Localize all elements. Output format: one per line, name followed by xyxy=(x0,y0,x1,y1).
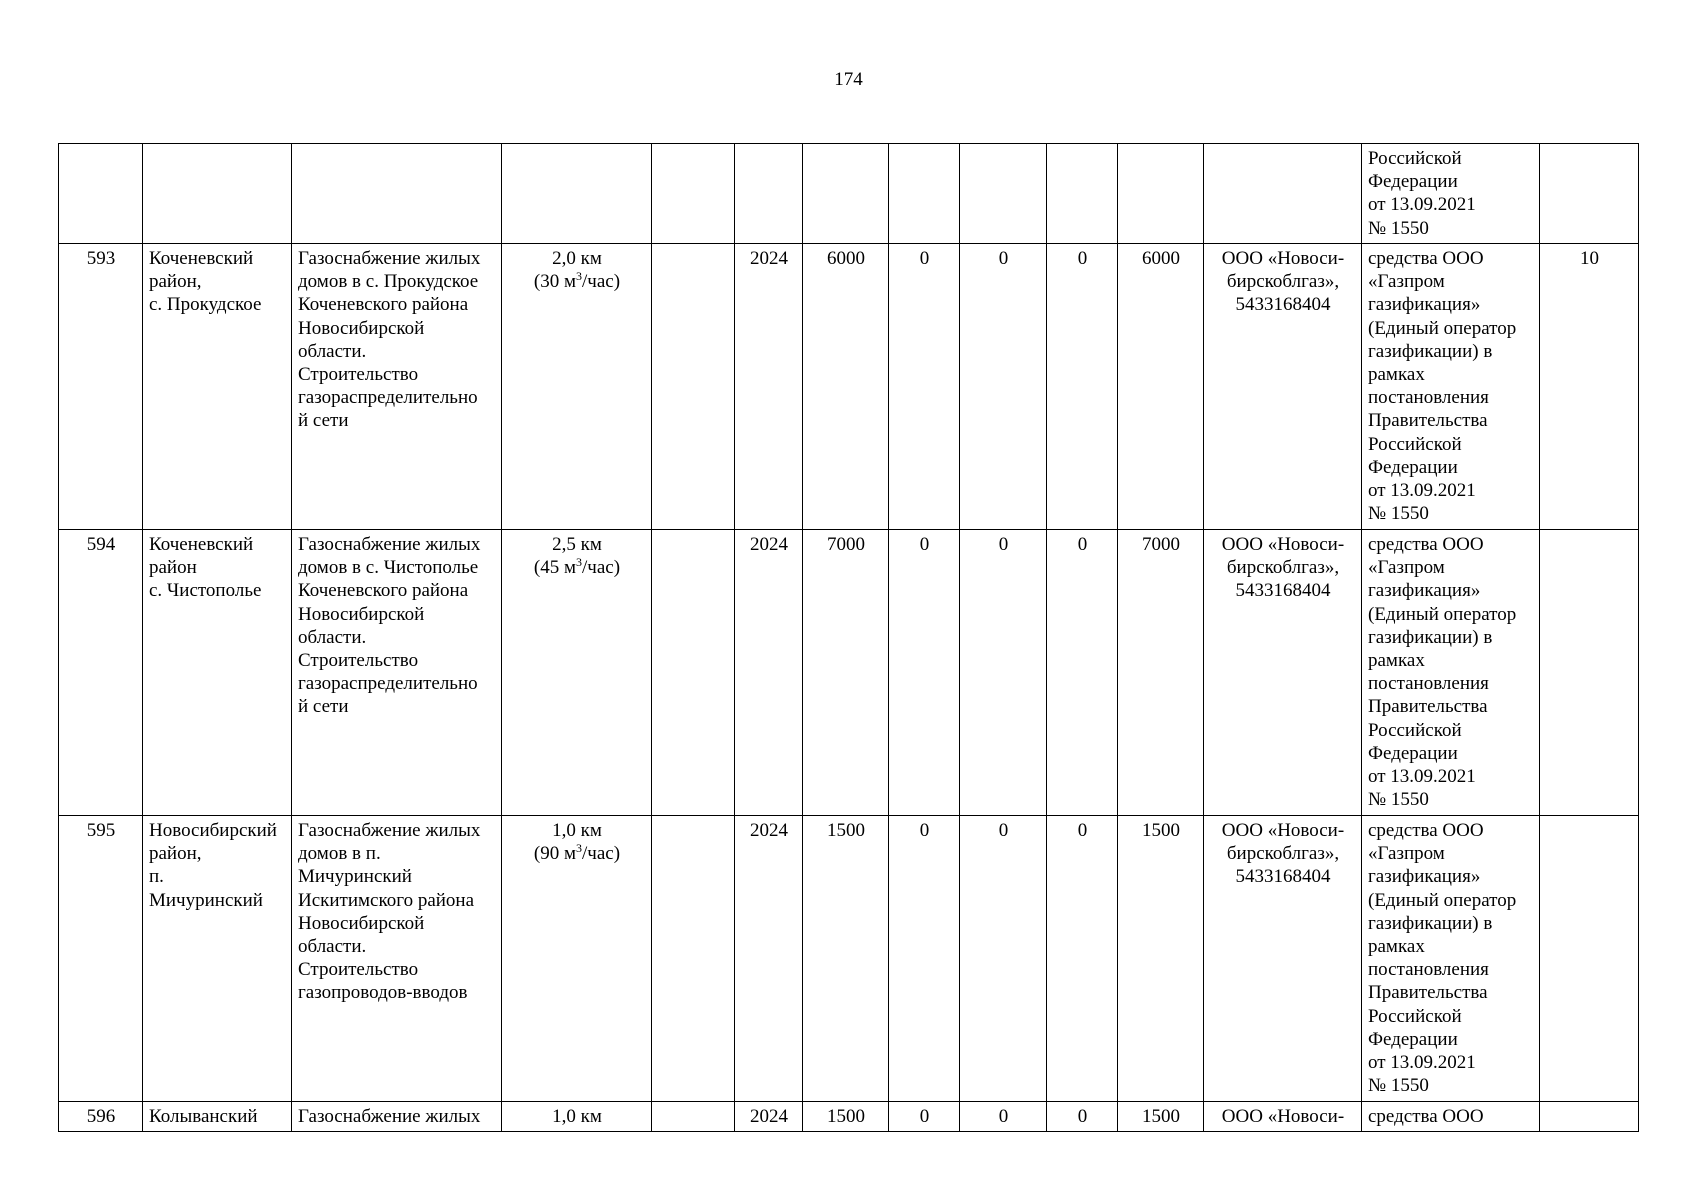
cell-total: 1500 xyxy=(803,816,889,1102)
cell-last: 10 xyxy=(1540,244,1639,530)
cell-location: Новосибирский район, п. Мичуринский xyxy=(143,816,292,1102)
cell-last xyxy=(1540,816,1639,1102)
cell-capacity xyxy=(502,144,652,244)
cell-v2 xyxy=(960,144,1047,244)
page-number: 174 xyxy=(834,69,863,90)
cell-v3: 0 xyxy=(1047,530,1118,816)
cell-year: 2024 xyxy=(735,816,803,1102)
cell-year: 2024 xyxy=(735,530,803,816)
cell-total: 6000 xyxy=(803,244,889,530)
table-row xyxy=(59,244,1639,530)
cell-v4 xyxy=(1118,144,1204,244)
capacity-length: 2,5 км xyxy=(552,534,602,555)
cell-total xyxy=(803,144,889,244)
table-row xyxy=(59,530,1639,816)
cell-org: ООО «Новоси- бирскоблгаз», 5433168404 xyxy=(1204,816,1362,1102)
cell-location xyxy=(143,144,292,244)
cell-v1: 0 xyxy=(889,1102,960,1132)
cell-v2: 0 xyxy=(960,530,1047,816)
table-row-continuation xyxy=(59,144,1639,244)
cell-v4: 6000 xyxy=(1118,244,1204,530)
cell-capacity xyxy=(502,530,652,816)
cell-v3 xyxy=(1047,144,1118,244)
cell-v1: 0 xyxy=(889,244,960,530)
cell-last xyxy=(1540,530,1639,816)
cell-year: 2024 xyxy=(735,1102,803,1132)
cell-v3: 0 xyxy=(1047,816,1118,1102)
cell-total: 1500 xyxy=(803,1102,889,1132)
cell-v2: 0 xyxy=(960,244,1047,530)
cell-total: 7000 xyxy=(803,530,889,816)
cell-year: 2024 xyxy=(735,244,803,530)
capacity-length: 2,0 км xyxy=(552,248,602,269)
cell-v4: 1500 xyxy=(1118,816,1204,1102)
cell-num xyxy=(59,144,143,244)
cell-location: Коченевский район с. Чистополье xyxy=(143,530,292,816)
cell-v3: 0 xyxy=(1047,1102,1118,1132)
cell-object xyxy=(292,144,502,244)
cell-last xyxy=(1540,1102,1639,1132)
cell-v1: 0 xyxy=(889,530,960,816)
capacity-flow: (45 $м^3/час$) xyxy=(533,555,621,579)
cell-v1 xyxy=(889,144,960,244)
table-row xyxy=(59,1102,1639,1132)
cell-object: Газоснабжение жилых домов в п. Мичуринский Искитимского района Новосибирской области. Строительство газопроводов-вводов xyxy=(292,816,502,1102)
cell-col5 xyxy=(652,816,735,1102)
cell-funding: средства ООО «Газпром газификация» (Единый оператор газификации) в рамках постановления Правительства Российской Федерации от 13.09.2021 № 1550 xyxy=(1362,244,1540,530)
cell-v2: 0 xyxy=(960,1102,1047,1132)
capacity-flow: (90 $м^3/час$) xyxy=(533,841,621,865)
cell-capacity xyxy=(502,816,652,1102)
capacity-length: 1,0 км xyxy=(552,820,602,841)
cell-org: ООО «Новоси- бирскоблгаз», 5433168404 xyxy=(1204,530,1362,816)
cell-object: Газоснабжение жилых домов в с. Чистополье Коченевского района Новосибирской области. Строительство газораспределительно й сети xyxy=(292,530,502,816)
cell-funding: Российской Федерации от 13.09.2021 № 1550 xyxy=(1362,144,1540,244)
cell-v1: 0 xyxy=(889,816,960,1102)
cell-capacity xyxy=(502,1102,652,1132)
cell-col5 xyxy=(652,530,735,816)
cell-capacity xyxy=(502,244,652,530)
cell-v4: 7000 xyxy=(1118,530,1204,816)
table-row xyxy=(59,816,1639,1102)
cell-v2: 0 xyxy=(960,816,1047,1102)
cell-funding: средства ООО xyxy=(1362,1102,1540,1132)
cell-num: 595 xyxy=(59,816,143,1102)
cell-num: 593 xyxy=(59,244,143,530)
capacity-flow: (30 $м^3/час$) xyxy=(533,269,621,293)
cell-year xyxy=(735,144,803,244)
cell-funding: средства ООО «Газпром газификация» (Единый оператор газификации) в рамках постановления Правительства Российской Федерации от 13.09.2021 № 1550 xyxy=(1362,530,1540,816)
cell-funding: средства ООО «Газпром газификация» (Единый оператор газификации) в рамках постановления Правительства Российской Федерации от 13.09.2021 № 1550 xyxy=(1362,816,1540,1102)
cell-col5 xyxy=(652,1102,735,1132)
gasification-objects-table xyxy=(58,143,1639,1132)
cell-org xyxy=(1204,144,1362,244)
capacity-length: 1,0 км xyxy=(552,1106,602,1127)
cell-col5 xyxy=(652,244,735,530)
cell-v4: 1500 xyxy=(1118,1102,1204,1132)
cell-object: Газоснабжение жилых домов в с. Прокудское Коченевского района Новосибирской области. Строительство газораспределительно й сети xyxy=(292,244,502,530)
cell-v3: 0 xyxy=(1047,244,1118,530)
cell-org: ООО «Новоси- бирскоблгаз», 5433168404 xyxy=(1204,244,1362,530)
cell-object: Газоснабжение жилых xyxy=(292,1102,502,1132)
cell-col5 xyxy=(652,144,735,244)
cell-num: 596 xyxy=(59,1102,143,1132)
cell-num: 594 xyxy=(59,530,143,816)
cell-location: Коченевский район, с. Прокудское xyxy=(143,244,292,530)
cell-location: Колыванский xyxy=(143,1102,292,1132)
cell-last xyxy=(1540,144,1639,244)
cell-org: ООО «Новоси- xyxy=(1204,1102,1362,1132)
